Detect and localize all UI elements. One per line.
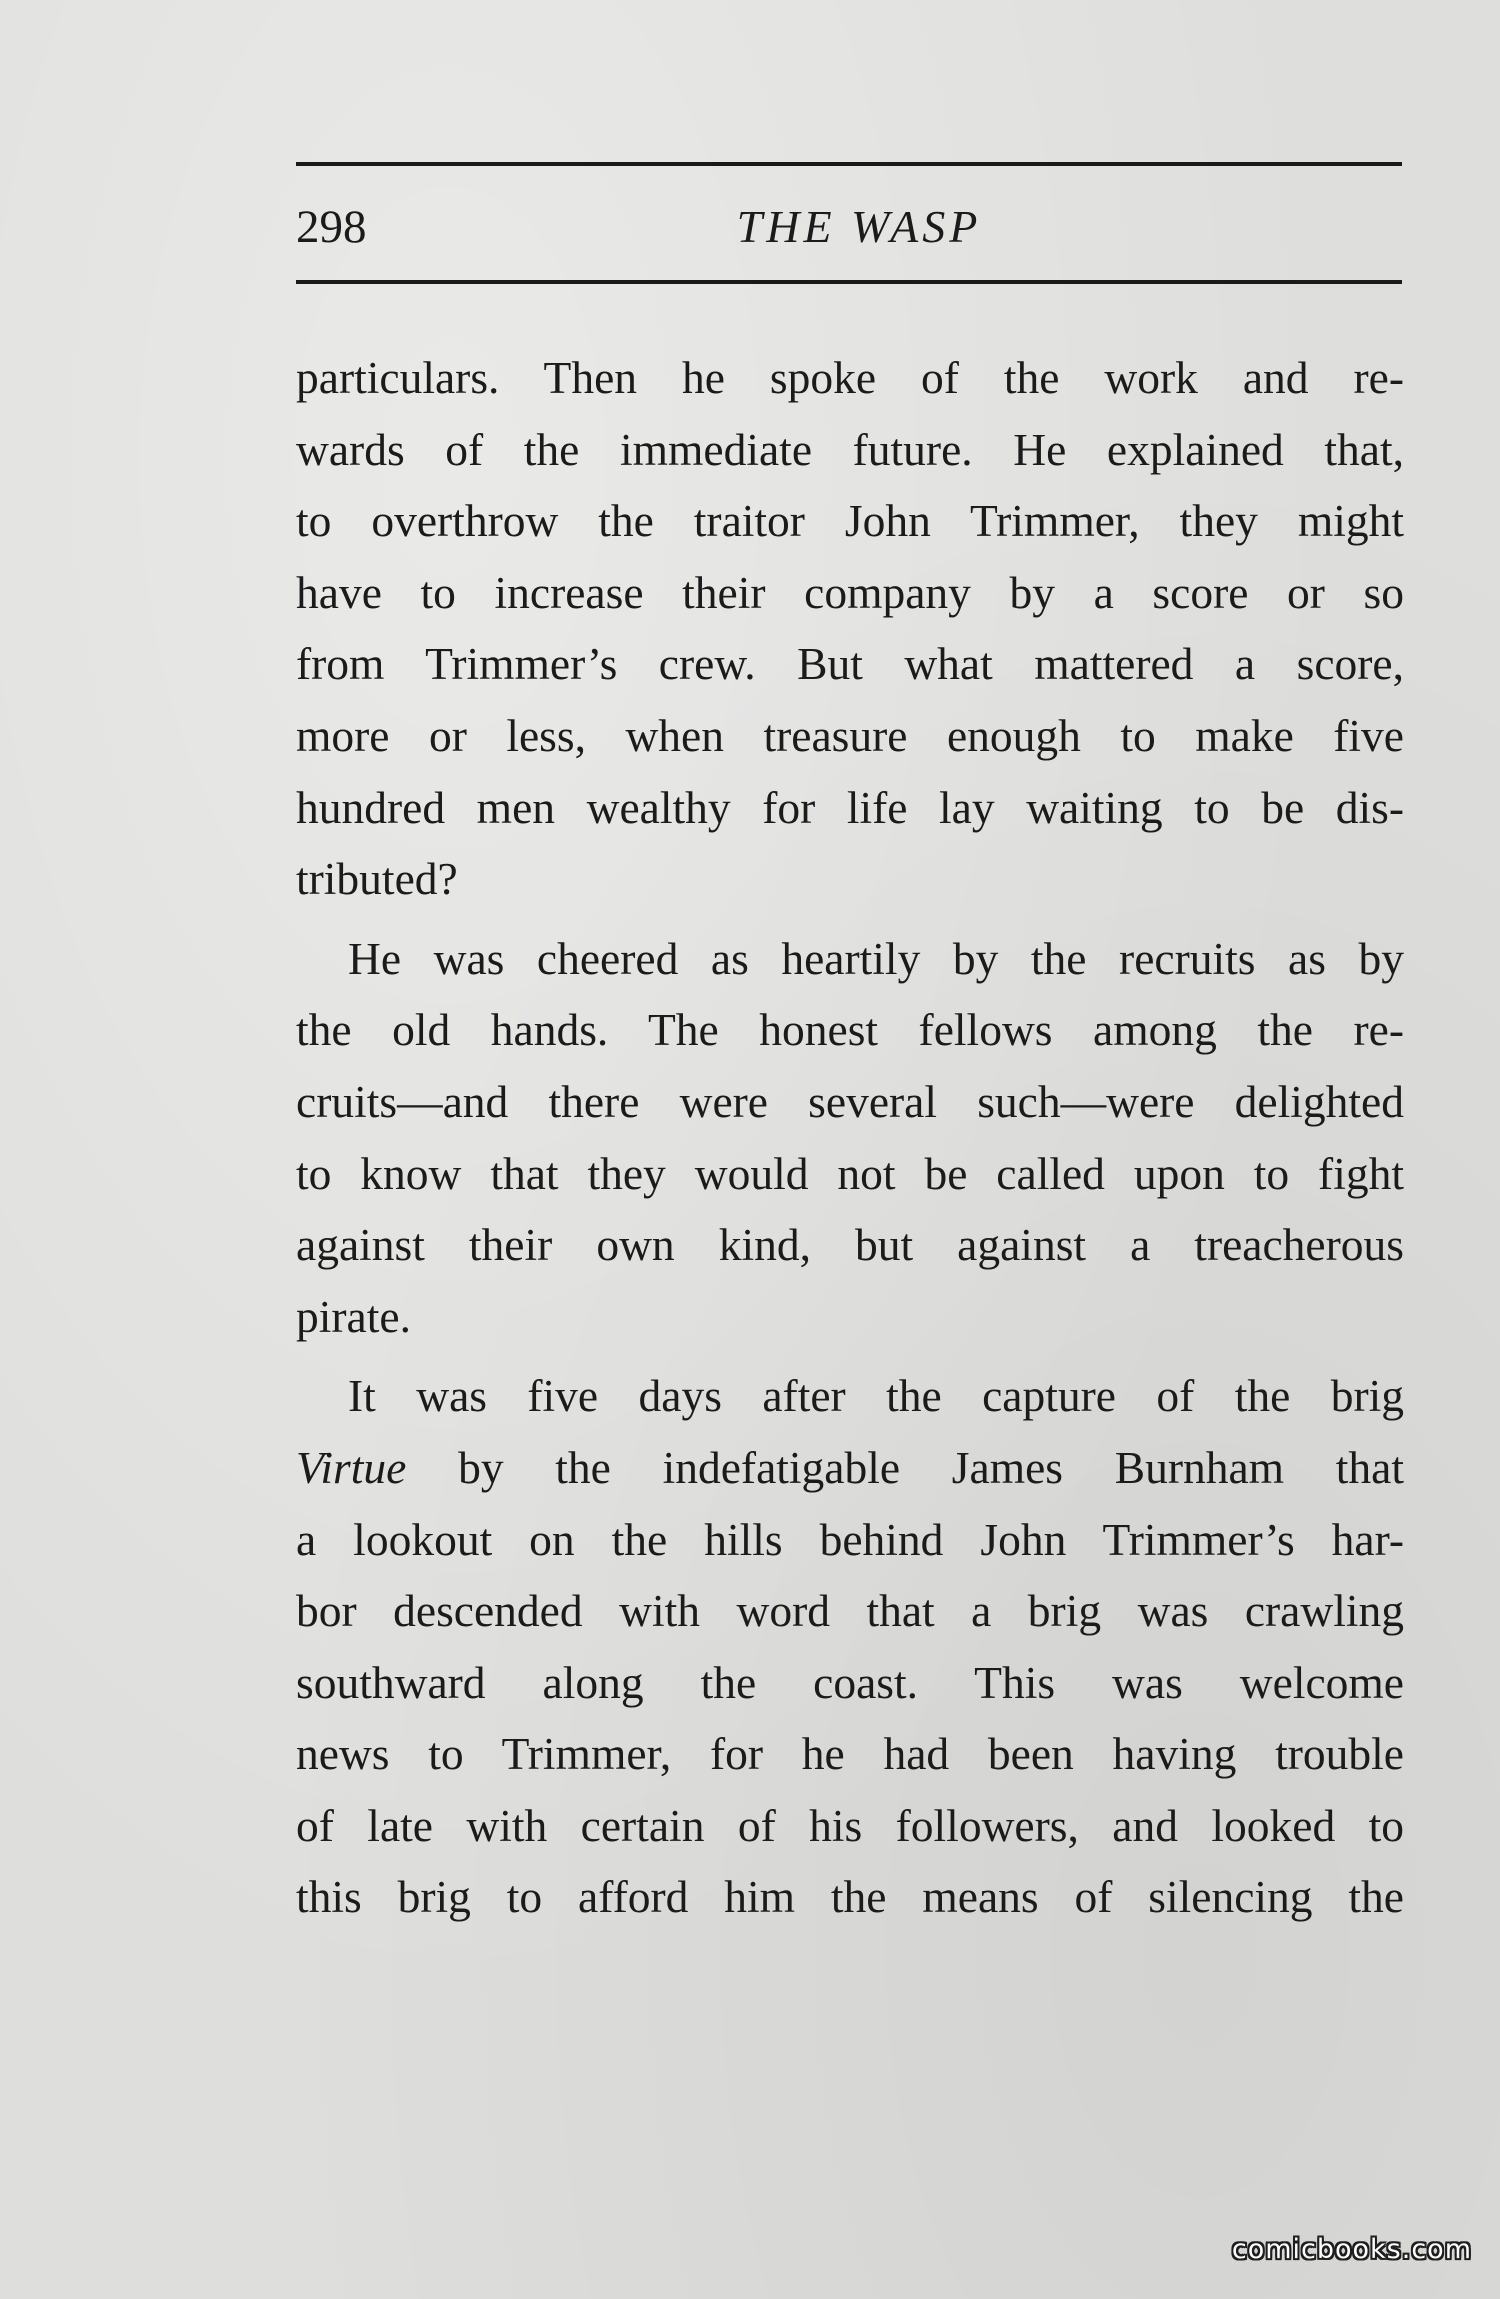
text-line: a lookout on the hills behind John Trimmer’s har-: [296, 1513, 1404, 1565]
body-text: [296, 342, 1404, 1933]
text-line: southward along the coast. This was welcome: [296, 1656, 1404, 1708]
text-line: more or less, when treasure enough to make five: [296, 709, 1404, 761]
text-line: It was five days after the capture of the brig: [348, 1370, 1404, 1422]
text-line: He was cheered as heartily by the recruits as by: [348, 932, 1404, 984]
header-top-rule: [296, 162, 1402, 166]
text-line: of late with certain of his followers, and looked to: [296, 1799, 1404, 1851]
text-line: wards of the immediate future. He explained that,: [296, 423, 1404, 475]
text-line: have to increase their company by a score or so: [296, 566, 1404, 618]
page-header: [296, 192, 1402, 262]
text-line: from Trimmer’s crew. But what mattered a score,: [296, 638, 1404, 690]
watermark: comicbooks.com: [1231, 2234, 1472, 2265]
text-line: to overthrow the traitor John Trimmer, they might: [296, 495, 1404, 547]
running-title: THE WASP: [736, 201, 982, 252]
text-line-rest: by the indefatigable James Burnham that: [406, 1441, 1404, 1493]
text-line: pirate.: [296, 1290, 411, 1342]
paragraph-1: [296, 342, 1404, 915]
text-line: news to Trimmer, for he had been having trouble: [296, 1728, 1404, 1780]
page-number: 298: [296, 201, 367, 253]
text-line: the old hands. The honest fellows among the re-: [296, 1004, 1404, 1056]
text-line: bor descended with word that a brig was crawling: [296, 1585, 1404, 1637]
paragraph-2: [296, 923, 1404, 1353]
text-line: hundred men wealthy for life lay waiting to be dis-: [296, 781, 1404, 833]
ship-name: Virtue: [296, 1441, 407, 1493]
text-line: tributed?: [296, 853, 458, 905]
text-line: particulars. Then he spoke of the work and re-: [296, 352, 1404, 403]
text-line: against their own kind, but against a treacherous: [296, 1219, 1404, 1271]
text-line: cruits—and there were several such—were delighted: [296, 1075, 1404, 1127]
text-line-with-ship-name: [296, 1432, 1404, 1504]
header-bottom-rule: [296, 280, 1402, 284]
paragraph-3: [296, 1360, 1404, 1933]
text-line: to know that they would not be called upon to fight: [296, 1147, 1404, 1199]
text-line: this brig to afford him the means of silencing the: [296, 1871, 1404, 1923]
